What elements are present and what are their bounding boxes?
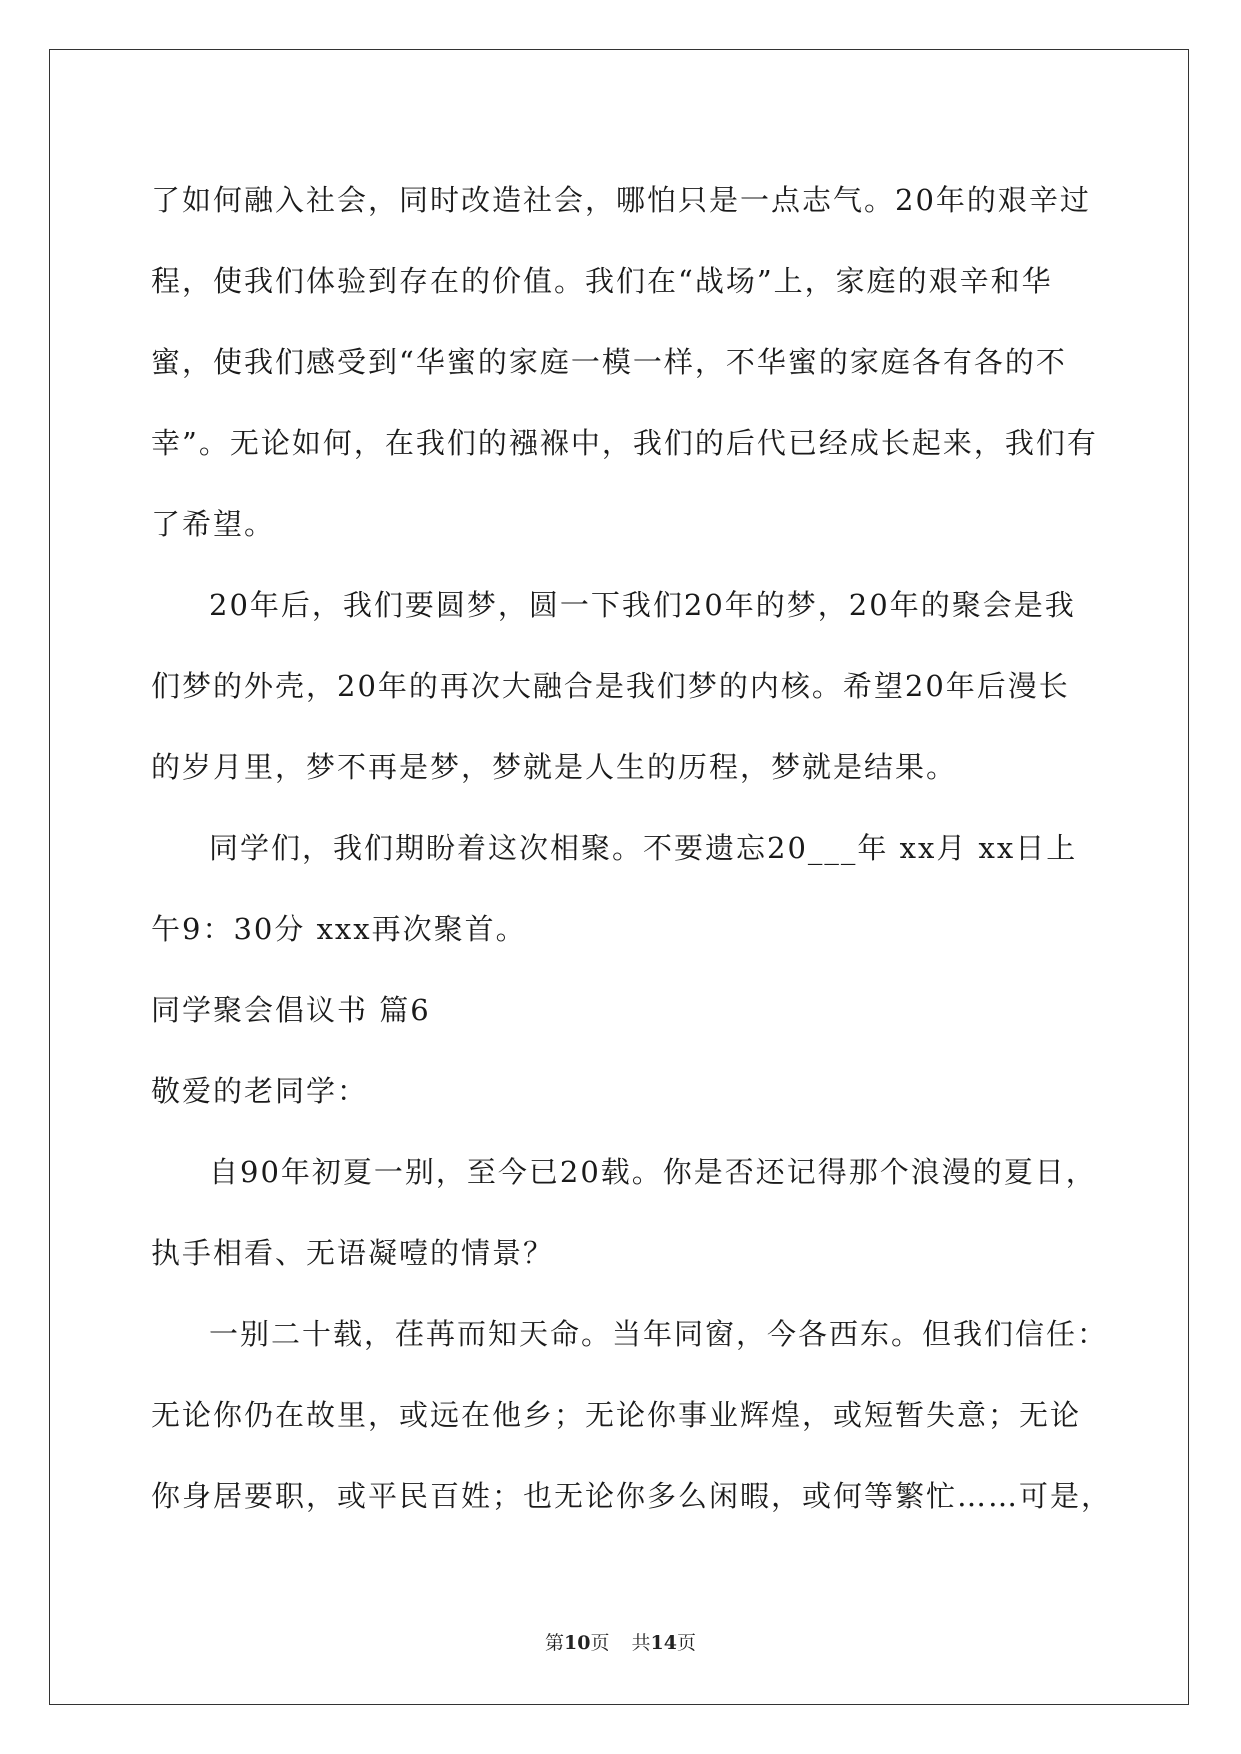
paragraph-start-line: 一别二十载，荏苒而知天命。当年同窗，今各西东。但我们信任： [209,1317,1109,1351]
paragraph-start-line: 同学们，我们期盼着这次相聚。不要遗忘20___年 xx月 xx日上 [209,831,1078,865]
text-line: 的岁月里，梦不再是梦，梦就是人生的历程，梦就是结果。 [151,750,958,784]
paragraph-start-line: 自90年初夏一别，至今已20载。你是否还记得那个浪漫的夏日， [209,1155,1097,1189]
text-line: 蜜，使我们感受到“华蜜的家庭一模一样，不华蜜的家庭各有各的不 [151,345,1067,379]
text-line: 午9：30分 xxx再次聚首。 [151,912,527,946]
text-line: 幸”。无论如何，在我们的襁褓中，我们的后代已经成长起来，我们有 [151,426,1098,460]
text-line: 了如何融入社会，同时改造社会，哪怕只是一点志气。20年的艰辛过 [151,183,1091,217]
page-suffix: 页 [590,1632,610,1654]
text-line: 无论你仍在故里，或远在他乡；无论你事业辉煌，或短暂失意；无论 [151,1398,1082,1432]
section-heading: 同学聚会倡议书 篇6 [151,993,431,1027]
text-line: 执手相看、无语凝噎的情景？ [151,1236,555,1270]
total-pages: 14 [650,1632,677,1654]
page-footer [0,1628,1241,1655]
total-suffix: 页 [676,1632,696,1654]
salutation: 敬爱的老同学： [151,1074,369,1108]
text-line: 你身居要职，或平民百姓；也无论你多么闲暇，或何等繁忙……可是， [151,1479,1113,1513]
text-line: 程，使我们体验到存在的价值。我们在“战场”上，家庭的艰辛和华 [151,264,1053,298]
paragraph-start-line: 20年后，我们要圆梦，圆一下我们20年的梦，20年的聚会是我 [209,588,1076,622]
document-body [151,160,1113,1537]
text-line: 们梦的外壳，20年的再次大融合是我们梦的内核。希望20年后漫长 [151,669,1070,703]
text-line: 了希望。 [151,507,276,541]
page-number: 10 [564,1632,591,1654]
total-prefix: 共 [631,1632,651,1654]
page-prefix: 第 [545,1632,565,1654]
